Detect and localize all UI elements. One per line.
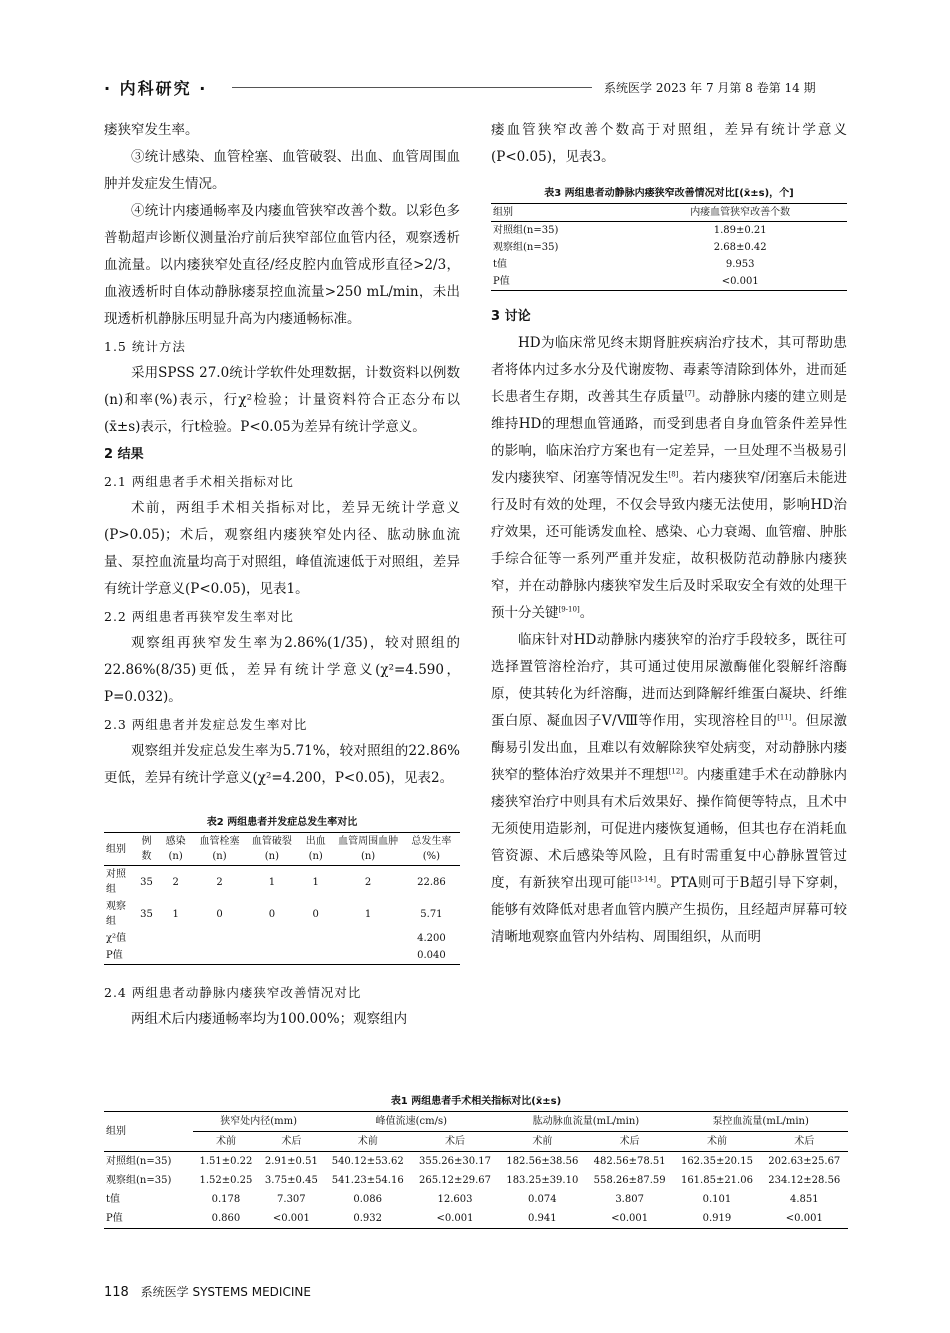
table-cell: <0.001	[785, 1213, 823, 1224]
table-cell: 观察组	[106, 901, 126, 927]
table-cell: χ²值	[106, 933, 127, 944]
table-row	[104, 947, 460, 965]
table-header: 泵控血流量(mL/min)	[673, 1112, 848, 1132]
table-cell: 22.86	[417, 876, 446, 888]
table-cell: 355.26±30.17	[419, 1156, 492, 1167]
table-cell: 0.919	[702, 1213, 732, 1224]
table-cell	[135, 930, 158, 947]
paragraph	[491, 330, 847, 627]
citation: [8]	[668, 470, 679, 479]
table-cell: 9.953	[725, 259, 755, 270]
table-cell: 2	[216, 876, 223, 888]
table-cell: 1	[268, 876, 276, 888]
table-cell: 0.040	[417, 950, 446, 961]
table-row	[104, 1152, 848, 1172]
table-row	[104, 1171, 848, 1190]
table-cell: 1	[172, 908, 179, 920]
citation: [13-14]	[630, 875, 656, 884]
table-header: 组别	[493, 207, 513, 218]
table-cell: 1.52±0.25	[199, 1175, 253, 1186]
table-row	[104, 866, 460, 899]
table-cell: 0.101	[702, 1194, 732, 1205]
table-row	[104, 1209, 848, 1229]
table-header: 术前	[357, 1136, 378, 1147]
citation: [7]	[684, 389, 695, 398]
table-cell: t值	[106, 1194, 121, 1205]
page-footer	[104, 1283, 311, 1300]
table-cell: 对照组	[106, 869, 126, 895]
table-header: 例数	[141, 836, 152, 862]
table-cell: 观察组(n=35)	[106, 1175, 172, 1186]
table-header: 血管周围血肿(n)	[338, 836, 399, 862]
citation: [11]	[777, 713, 792, 722]
table-1	[104, 1093, 848, 1229]
table-1-grid	[104, 1111, 848, 1229]
table-cell: 7.307	[277, 1194, 306, 1205]
text-run: 。动静脉内瘘的建立则是维持HD的理想血管通路，而受到患者自身血管条件差异性的影响，临床治疗方案也有一定差异，一旦处理不当极易引发内瘘狭窄、闭塞等情况发生	[491, 389, 848, 486]
table-header: 感染(n)	[165, 836, 186, 862]
paragraph: 观察组再狭窄发生率为2.86%(1/35)，较对照组的22.86%(8/35)更低，差异有统计学意义(χ²=4.590，P=0.032)。	[104, 635, 460, 705]
section-heading: 3 讨论	[491, 309, 531, 324]
table-cell: 1	[312, 876, 319, 888]
paragraph: 术前，两组手术相关指标对比，差异无统计学意义(P>0.05)；术后，观察组内瘘狭窄处内径、肱动脉血流量、泵控血流量均高于对照组，峰值流速低于对照组，差异有统计学意义(P<0.05)，见表1。	[104, 500, 460, 597]
table-cell: 482.56±78.51	[593, 1156, 666, 1167]
table-cell: 0.860	[211, 1213, 241, 1224]
section-heading: 2 结果	[104, 447, 144, 462]
table-cell: 161.85±21.06	[680, 1175, 753, 1186]
table-cell: 0.074	[528, 1194, 557, 1205]
paragraph: 观察组并发症总发生率为5.71%，较对照组的22.86%更低，差异有统计学意义(χ²=4.200，P<0.05)，见表2。	[104, 743, 460, 786]
footer-journal: 系统医学 SYSTEMS MEDICINE	[140, 1285, 311, 1299]
table-header: 峰值流速(cm/s)	[324, 1112, 499, 1132]
table-caption: 表3 两组患者动静脉内瘘狭窄改善情况对比[(x̄±s)，个]	[544, 188, 794, 199]
text-run: HD为临床常见终末期肾脏疾病治疗技术，其可帮助患者将体内过多水分及代谢废物、毒素等清除到体外，进而延长患者生存期，改善其生存质量	[491, 335, 847, 405]
table-cell: 4.851	[789, 1194, 819, 1205]
table-header: 肱动脉血流量(mL/min)	[499, 1112, 674, 1132]
table-cell: 4.200	[417, 933, 446, 944]
table-cell: <0.001	[436, 1213, 474, 1224]
left-column	[104, 117, 460, 1033]
subsection-heading: 1.5 统计方法	[104, 339, 186, 354]
table-header: 术前	[706, 1136, 727, 1147]
table-header: 组别	[104, 1112, 193, 1152]
subsection-heading: 2.3 两组患者并发症总发生率对比	[104, 717, 308, 732]
table-cell: 162.35±20.15	[680, 1156, 753, 1167]
table-cell: 182.56±38.56	[506, 1156, 579, 1167]
table-caption: 表2 两组患者并发症总发生率对比	[206, 817, 358, 828]
text-run: 。	[579, 605, 594, 621]
table-cell: 2	[364, 876, 372, 888]
paragraph: 瘘血管狭窄改善个数高于对照组，差异有统计学意义(P<0.05)，见表3。	[491, 122, 847, 165]
table-cell: t值	[493, 259, 508, 270]
text-run: 。内瘘重建手术在动静脉内瘘狭窄治疗中则具有术后效果好、操作简便等特点，且术中无须使用造影剂，可促进内瘘恢复通畅，但其也存在消耗血管资源、术后感染等风险，且有时需重复中心静脉置管过度，有新狭窄出现可能	[491, 767, 848, 891]
table-header: 术后	[619, 1136, 640, 1147]
table-cell: 对照组(n=35)	[106, 1156, 172, 1167]
table-cell	[246, 947, 298, 965]
table-3-grid	[491, 203, 847, 291]
text-run: 临床针对HD动静脉内瘘狭窄的治疗手段较多，既往可选择置管溶栓治疗，其可通过使用尿激酶催化裂解纤溶酶原，使其转化为纤溶酶，进而达到降解纤维蛋白凝块、纤维蛋白原、凝血因子Ⅴ/Ⅷ等作用，实现溶栓目的	[491, 632, 847, 729]
table-cell: 0.932	[353, 1213, 383, 1224]
table-cell: 541.23±54.16	[331, 1175, 404, 1186]
subsection-heading: 2.4 两组患者动静脉内瘘狭窄改善情况对比	[104, 985, 362, 1000]
table-cell: 2.68±0.42	[713, 242, 767, 253]
header-rule	[232, 87, 592, 88]
table-cell: <0.001	[611, 1213, 649, 1224]
table-header: 组别	[106, 843, 126, 855]
table-cell	[298, 947, 333, 965]
subsection-heading: 2.1 两组患者手术相关指标对比	[104, 474, 294, 489]
text-run: 。PTA则可于B超引导下穿刺，能够有效降低对患者血管内膜产生损伤，且经超声屏幕可较清晰地观察血管内外结构、周围组织，从而明	[491, 875, 848, 945]
table-cell: 183.25±39.10	[506, 1175, 579, 1186]
table-header: 出血(n)	[305, 836, 326, 862]
table-cell: P值	[106, 1213, 123, 1224]
table-header: 内瘘血管狭窄改善个数	[690, 207, 791, 218]
table-header: 总发生率(%)	[411, 836, 452, 862]
table-cell: 265.12±29.67	[419, 1175, 492, 1186]
table-cell	[158, 930, 193, 947]
table-row	[104, 1190, 848, 1209]
section-label: · 内科研究 ·	[104, 79, 208, 98]
table-cell: 0.941	[528, 1213, 557, 1224]
paragraph: ④统计内瘘通畅率及内瘘血管狭窄改善个数。以彩色多普勒超声诊断仪测量治疗前后狭窄部位血管内径，观察透析血流量。以内瘘狭窄处直径/经皮腔内血管成形直径>2/3，血液透析时自体动静脉瘘泵控血流量>250 mL/min，未出现透析机静脉压明显升高为内瘘通畅标准。	[104, 203, 460, 327]
paragraph: 两组术后内瘘通畅率均为100.00%；观察组内	[131, 1011, 408, 1027]
table-2	[104, 814, 460, 965]
table-cell: 2	[172, 876, 179, 888]
table-cell: 3.75±0.45	[264, 1175, 318, 1186]
table-header: 血管栓塞(n)	[199, 836, 240, 862]
table-row	[104, 898, 460, 930]
table-header: 术后	[794, 1136, 815, 1147]
citation: [12]	[668, 767, 684, 776]
right-column	[491, 117, 847, 951]
table-3	[491, 185, 847, 291]
page-number: 118	[104, 1285, 129, 1300]
paragraph: 采用SPSS 27.0统计学软件处理数据，计数资料以例数(n)和率(%)表示，行χ²检验；计量资料符合正态分布以(x̄±s)表示，行t检验。P<0.05为差异有统计学意义。	[104, 365, 460, 435]
table-cell	[333, 930, 402, 947]
table-cell: 202.63±25.67	[768, 1156, 841, 1167]
table-header: 术后	[445, 1136, 466, 1147]
table-cell	[298, 930, 333, 947]
table-cell: 2.91±0.51	[264, 1156, 318, 1167]
table-header: 术前	[532, 1136, 553, 1147]
paragraph	[491, 627, 847, 951]
table-cell: 0	[268, 908, 276, 920]
table-cell: 0.178	[211, 1194, 241, 1205]
text-run: 。但尿激酶易引发出血，且难以有效解除狭窄处病变，对动静脉内瘘狭窄的整体治疗效果并不理想	[491, 713, 848, 783]
text-run: 。若内瘘狭窄/闭塞后未能进行及时有效的处理，不仅会导致内瘘无法使用，影响HD治疗效果，还可能诱发血栓、感染、心力衰竭、血管瘤、肿胀手综合征等一系列严重并发症，故积极防范动静脉内瘘狭窄，并在动静脉内瘘狭窄发生后及时采取安全有效的处理干预十分关键	[491, 470, 847, 621]
table-cell: 对照组(n=35)	[493, 225, 559, 236]
table-row	[491, 273, 847, 291]
table-cell: 35	[140, 876, 153, 888]
table-header: 血管破裂(n)	[251, 836, 292, 862]
table-row	[491, 256, 847, 273]
table-cell: 0.086	[353, 1194, 383, 1205]
table-cell: 0	[312, 908, 319, 920]
table-cell	[333, 947, 402, 965]
table-cell: <0.001	[721, 276, 759, 287]
table-cell: 3.807	[615, 1194, 644, 1205]
table-cell: 1.89±0.21	[713, 225, 767, 236]
citation: [9-10]	[558, 605, 580, 614]
table-cell: 1.51±0.22	[199, 1156, 253, 1167]
table-cell: P值	[493, 276, 510, 287]
table-cell	[193, 930, 245, 947]
table-caption: 表1 两组患者手术相关指标对比(x̄±s)	[390, 1096, 562, 1107]
subsection-heading: 2.2 两组患者再狭窄发生率对比	[104, 609, 294, 624]
table-2-grid	[104, 832, 460, 965]
table-header: 术前	[215, 1136, 236, 1147]
table-cell	[158, 947, 193, 965]
table-header: 术后	[281, 1136, 302, 1147]
table-cell: 540.12±53.62	[331, 1156, 404, 1167]
table-row	[491, 222, 847, 240]
table-cell: 观察组(n=35)	[493, 242, 559, 253]
paragraph: 瘘狭窄发生率。	[104, 122, 199, 138]
table-cell: 5.71	[420, 908, 443, 920]
table-cell: 35	[140, 908, 153, 920]
table-cell	[193, 947, 245, 965]
table-cell: 558.26±87.59	[593, 1175, 666, 1186]
table-cell: <0.001	[272, 1213, 310, 1224]
table-header: 狭窄处内径(mm)	[193, 1112, 324, 1132]
table-cell: P值	[106, 950, 123, 961]
paragraph: ③统计感染、血管栓塞、血管破裂、出血、血管周围血肿并发症发生情况。	[104, 149, 460, 192]
table-cell: 1	[364, 908, 372, 920]
journal-issue: 系统医学 2023 年 7 月第 8 卷第 14 期	[604, 81, 816, 95]
table-cell: 234.12±28.56	[768, 1175, 841, 1186]
table-cell	[135, 947, 158, 965]
table-cell: 12.603	[437, 1194, 473, 1205]
table-cell: 0	[216, 908, 223, 920]
table-row	[491, 239, 847, 256]
table-row	[104, 930, 460, 947]
table-cell	[246, 930, 298, 947]
